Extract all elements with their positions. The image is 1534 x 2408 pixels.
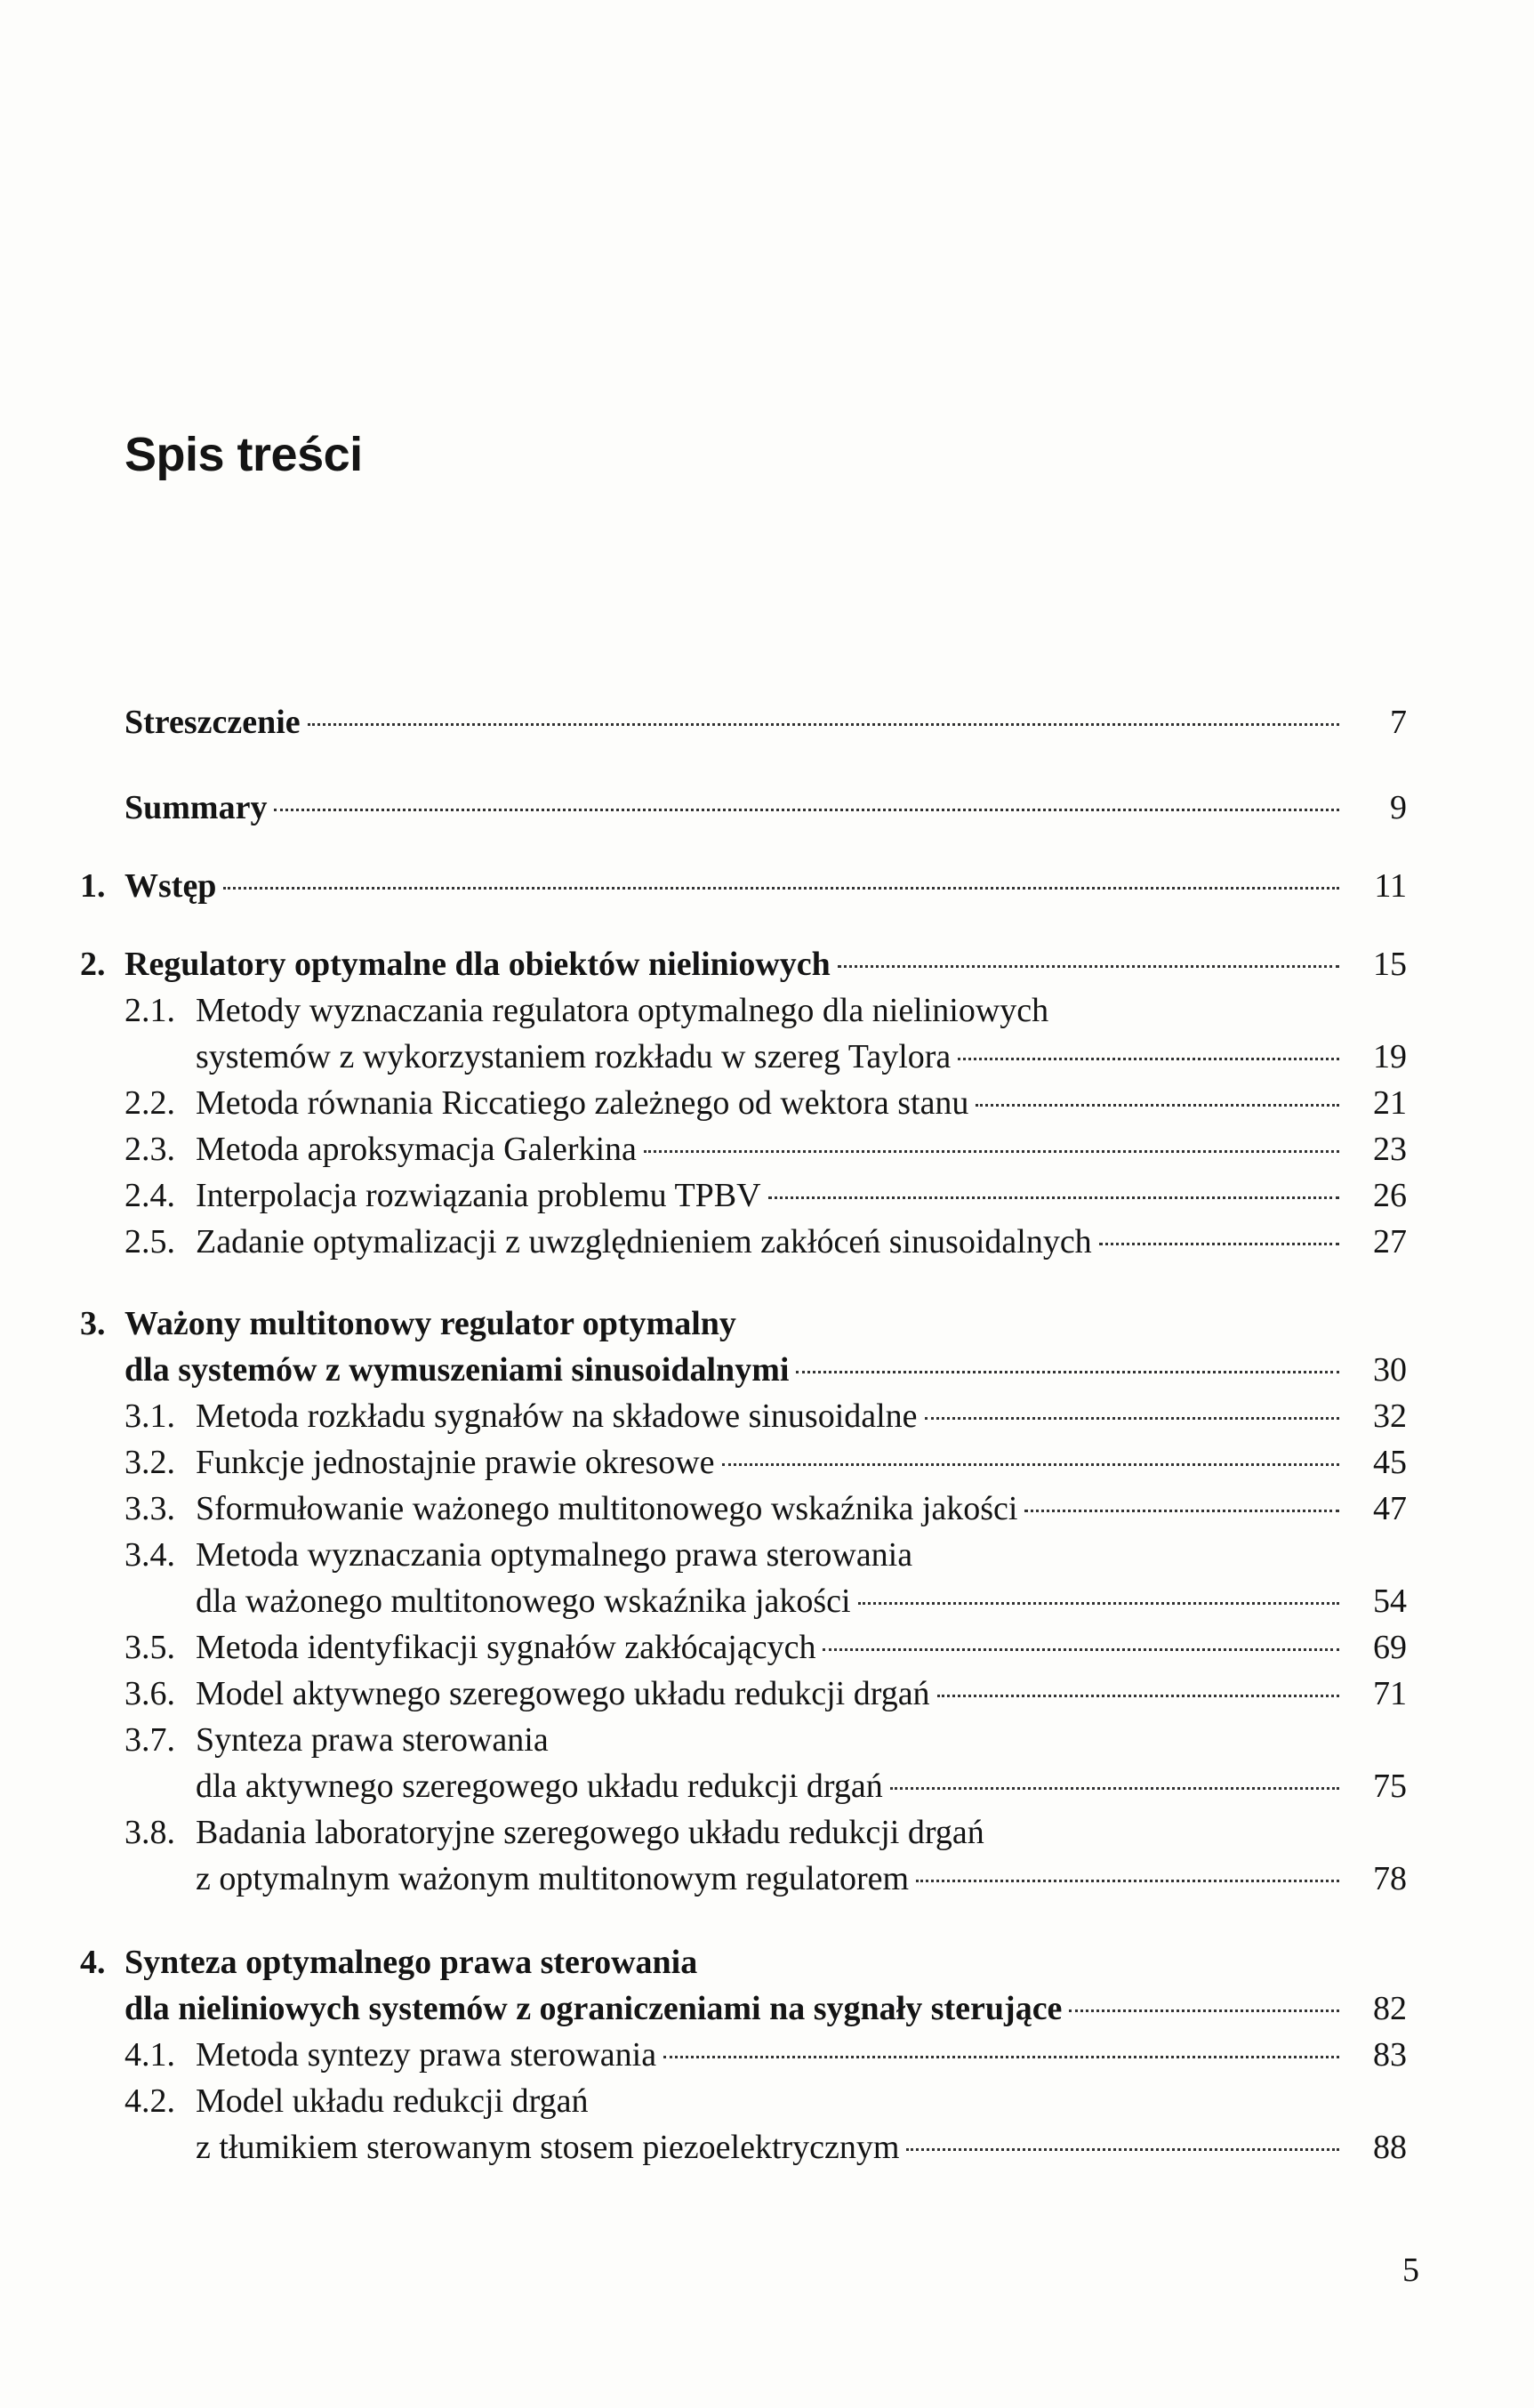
toc-entry-section-2-1 [124, 987, 1407, 1034]
toc-entry-text: Metoda syntezy prawa sterowania [196, 2036, 657, 2074]
toc-entry-text: Model układu redukcji drgań [196, 2082, 589, 2120]
toc-entry-section-3-8-cont [196, 1856, 1407, 1902]
dot-leader [925, 1417, 1339, 1420]
toc-entry-text: Metoda aproksymacja Galerkina [196, 1131, 637, 1168]
dot-leader [768, 1196, 1339, 1199]
toc-entry-streszczenie [124, 699, 1407, 745]
toc-entry-text: systemów z wykorzystaniem rozkładu w szereg Taylora [196, 1038, 952, 1075]
toc-entry-text: Metoda wyznaczania optymalnego prawa sterowania [196, 1536, 913, 1574]
page-title: Spis treści [124, 428, 363, 481]
toc-entry-text: Synteza prawa sterowania [196, 1721, 549, 1759]
dot-leader [1099, 1243, 1339, 1245]
toc-page-number: 9 [1390, 789, 1407, 826]
toc-entry-number: 2.5. [124, 1223, 175, 1260]
toc-entry-section-3-2 [124, 1439, 1407, 1486]
dot-leader [1024, 1510, 1339, 1512]
toc-page-number: 78 [1373, 1860, 1407, 1897]
toc-entry-text: Zadanie optymalizacji z uwzględnieniem zakłóceń sinusoidalnych [196, 1223, 1092, 1260]
toc-entry-section-3-1 [124, 1393, 1407, 1439]
dot-leader [916, 1880, 1339, 1882]
toc-entry-number: 3.7. [124, 1721, 175, 1759]
toc-page-number: 88 [1373, 2129, 1407, 2166]
toc-page-number: 82 [1373, 1990, 1407, 2027]
dot-leader [223, 887, 1339, 890]
dot-leader [823, 1648, 1339, 1651]
toc-entry-section-3-6 [124, 1671, 1407, 1717]
toc-entry-section-2-5 [124, 1219, 1407, 1265]
dot-leader [890, 1787, 1339, 1790]
dot-leader [958, 1058, 1339, 1060]
toc-entry-section-3-5 [124, 1624, 1407, 1671]
toc-page-number: 71 [1373, 1675, 1407, 1712]
toc-entry-text: Interpolacja rozwiązania problemu TPBV [196, 1177, 761, 1214]
toc-entry-chapter-1 [80, 863, 1407, 909]
toc-page-number: 69 [1373, 1629, 1407, 1666]
toc-entry-text: Streszczenie [124, 704, 301, 741]
toc-entry-number: 1. [80, 867, 106, 905]
toc-entry-text: Summary [124, 789, 268, 826]
toc-entry-number: 2. [80, 946, 106, 983]
toc-entry-number: 4.1. [124, 2036, 175, 2074]
toc-entry-section-2-1-cont [196, 1034, 1407, 1080]
toc-entry-section-3-7 [124, 1717, 1407, 1763]
toc-entry-number: 3.2. [124, 1444, 175, 1481]
toc-entry-number: 2.4. [124, 1177, 175, 1214]
dot-leader [1069, 2009, 1339, 2012]
dot-leader [722, 1463, 1339, 1466]
dot-leader [308, 723, 1339, 726]
toc-page-number: 19 [1373, 1038, 1407, 1075]
dot-leader [838, 965, 1339, 968]
toc-entry-chapter-4 [80, 1939, 1407, 1985]
page-number: 5 [1402, 2251, 1419, 2289]
toc-entry-text: Sformułowanie ważonego multitonowego wskaźnika jakości [196, 1490, 1018, 1527]
toc-entry-text: Ważony multitonowy regulator optymalny [124, 1305, 736, 1342]
toc-entry-chapter-3 [80, 1301, 1407, 1347]
toc-entry-number: 2.2. [124, 1084, 175, 1122]
toc-entry-summary [124, 785, 1407, 831]
toc-entry-number: 2.3. [124, 1131, 175, 1168]
toc-entry-text: z optymalnym ważonym multitonowym regulatorem [196, 1860, 910, 1897]
toc-entry-text: Badania laboratoryjne szeregowego układu redukcji drgań [196, 1814, 984, 1851]
toc-entry-section-2-3 [124, 1126, 1407, 1172]
toc-entry-chapter-2 [80, 941, 1407, 987]
toc-page-number: 54 [1373, 1583, 1407, 1620]
dot-leader [644, 1150, 1339, 1153]
toc-entry-text: Model aktywnego szeregowego układu redukcji drgań [196, 1675, 930, 1712]
dot-leader [906, 2148, 1339, 2151]
toc-entry-number: 4. [80, 1944, 106, 1981]
dot-leader [663, 2056, 1339, 2058]
toc-entry-section-3-8 [124, 1809, 1407, 1856]
toc-entry-text: Synteza optymalnego prawa sterowania [124, 1944, 698, 1981]
toc-entry-text: Metoda równania Riccatiego zależnego od wektora stanu [196, 1084, 969, 1122]
toc-page-number: 75 [1373, 1768, 1407, 1805]
toc-entry-text: dla systemów z wymuszeniami sinusoidalnymi [124, 1351, 790, 1389]
toc-page-number: 7 [1390, 704, 1407, 741]
toc-entry-chapter-3-cont [124, 1347, 1407, 1393]
toc-entry-text: dla nieliniowych systemów z ograniczeniami na sygnały sterujące [124, 1990, 1063, 2027]
toc-page-number: 30 [1373, 1351, 1407, 1389]
toc-entry-text: Funkcje jednostajnie prawie okresowe [196, 1444, 715, 1481]
toc-page-number: 21 [1373, 1084, 1407, 1122]
toc-entry-text: dla ważonego multitonowego wskaźnika jakości [196, 1583, 851, 1620]
toc-page-number: 26 [1373, 1177, 1407, 1214]
toc-entry-section-2-2 [124, 1080, 1407, 1126]
toc-entry-section-3-3 [124, 1486, 1407, 1532]
toc-page-number: 23 [1373, 1131, 1407, 1168]
toc-entry-section-3-4 [124, 1532, 1407, 1578]
toc-entry-text: Regulatory optymalne dla obiektów nieliniowych [124, 946, 831, 983]
toc-page-number: 11 [1374, 867, 1407, 905]
toc-entry-number: 3.6. [124, 1675, 175, 1712]
toc-entry-section-3-7-cont [196, 1763, 1407, 1809]
dot-leader [274, 809, 1339, 811]
toc-entry-number: 4.2. [124, 2082, 175, 2120]
toc-entry-number: 3.8. [124, 1814, 175, 1851]
toc-entry-number: 3. [80, 1305, 106, 1342]
toc-entry-section-4-2 [124, 2078, 1407, 2124]
toc-entry-number: 3.3. [124, 1490, 175, 1527]
toc-entry-number: 3.1. [124, 1397, 175, 1435]
toc-entry-text: Metoda identyfikacji sygnałów zakłócających [196, 1629, 816, 1666]
toc-page-number: 83 [1373, 2036, 1407, 2074]
toc-entry-section-4-1 [124, 2032, 1407, 2078]
dot-leader [796, 1371, 1339, 1373]
toc-entry-text: Metoda rozkładu sygnałów na składowe sinusoidalne [196, 1397, 918, 1435]
dot-leader [976, 1104, 1339, 1107]
toc-entry-number: 3.4. [124, 1536, 175, 1574]
toc-entry-text: Wstęp [124, 867, 217, 905]
toc-entry-number: 2.1. [124, 992, 175, 1029]
toc-entry-section-4-2-cont [196, 2124, 1407, 2170]
toc-entry-text: z tłumikiem sterowanym stosem piezoelektrycznym [196, 2129, 900, 2166]
toc-page-number: 47 [1373, 1490, 1407, 1527]
dot-leader [937, 1695, 1339, 1697]
toc-entry-number: 3.5. [124, 1629, 175, 1666]
toc-entry-text: dla aktywnego szeregowego układu redukcji drgań [196, 1768, 883, 1805]
toc-page-number: 32 [1373, 1397, 1407, 1435]
toc-entry-section-3-4-cont [196, 1578, 1407, 1624]
toc-page-number: 45 [1373, 1444, 1407, 1481]
toc-entry-section-2-4 [124, 1172, 1407, 1219]
toc-entry-chapter-4-cont [124, 1985, 1407, 2032]
toc-page-number: 27 [1373, 1223, 1407, 1260]
toc-entry-text: Metody wyznaczania regulatora optymalnego dla nieliniowych [196, 992, 1049, 1029]
dot-leader [858, 1602, 1339, 1605]
toc-page-number: 15 [1373, 946, 1407, 983]
